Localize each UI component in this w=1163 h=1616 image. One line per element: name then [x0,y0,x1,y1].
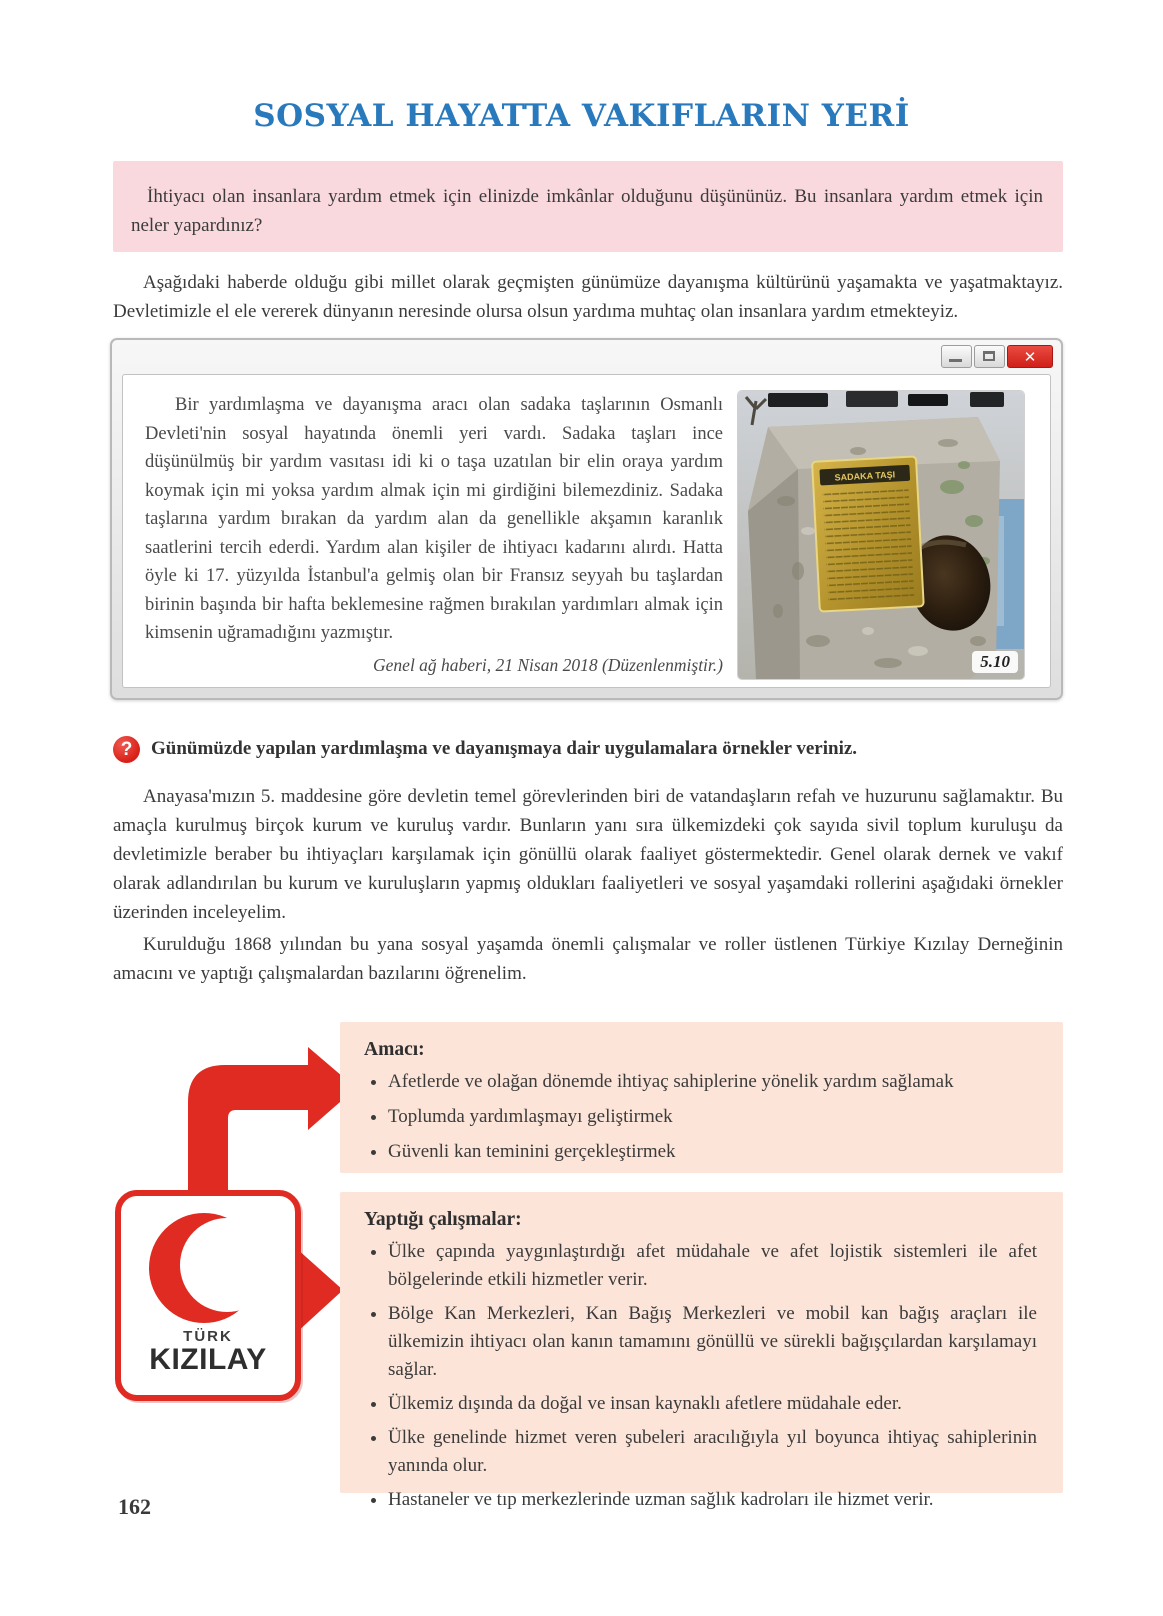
news-citation: Genel ağ haberi, 21 Nisan 2018 (Düzenlenmiştir.) [373,654,723,675]
news-window-content [122,374,1051,688]
logo-line2: KIZILAY [149,1343,267,1376]
amaci-box [340,1022,1063,1173]
intro-question-text: İhtiyacı olan insanlara yardım etmek için elinizde imkânlar olduğunu düşününüz. Bu insanlara yardım etmek için neler yapardınız? [131,186,1043,236]
maximize-icon[interactable] [974,345,1005,368]
sadaka-stone-illustration [738,391,1024,679]
bullet-item: • Hastaneler ve tıp merkezlerinde uzman sağlık kadroları ile hizmet verir. [388,1486,1037,1514]
bullet-item: • Ülke genelinde hizmet veren şubeleri aracılığıyla yıl boyunca ihtiyaç sahiplerinin yanında olur. [388,1424,1037,1480]
amaci-list [364,1068,1037,1166]
calismalar-heading: Yaptığı çalışmalar: [364,1209,522,1230]
maximize-glyph [983,351,995,361]
close-icon[interactable]: ✕ [1007,345,1053,368]
minimize-glyph [949,359,962,362]
activity-question-text: Günümüzde yapılan yardımlaşma ve dayanışmaya dair uygulamalara örnekler veriniz. [151,738,858,759]
activity-question [113,735,1063,763]
crescent-icon [121,1204,295,1334]
bullet-item: • Bölge Kan Merkezleri, Kan Bağış Merkezleri ve mobil kan bağış araçları ile ülkemizin ihtiyacı olan kanın tamamını gönüllü ve sürekli bağışçılardan karşılamayı sağlar. [388,1300,1037,1384]
calismalar-list [364,1238,1037,1514]
question-mark-icon: ? [113,736,140,763]
logo-line1: TÜRK [183,1328,233,1345]
paragraph-anayasa: Anayasa'mızın 5. maddesine göre devletin temel görevlerinden biri de vatandaşların refah ve huzurunu sağlamaktır. Bu amaçla kurulmuş birçok kurum ve kuruluş vardır. Bunların yanı sıra ülkemizdeki çok sayıda sivil toplum kuruluşu da devletimizle beraber bu ihtiyaçları karşılamak için gönüllü olarak faaliyet göstermektedir. Genel olarak dernek ve vakıf olarak adlandırılan bu kurum ve kuruluşların yapmış oldukları faaliyetleri ve sosyal yaşamdaki rollerini aşağıdaki örnekler üzerinden inceleyelim. [113,786,1063,923]
page-title: SOSYAL HAYATTA VAKIFLARIN YERİ [253,98,910,134]
news-article-text: Bir yardımlaşma ve dayanışma aracı olan sadaka taşlarının Osmanlı Devleti'nin sosyal hayatında önemli yeri vardı. Sadaka taşları ince düşünülmüş bir yardım vasıtası idi ki o taşa uzatılan bir elin oraya yardım koymak için mi yoksa yardım almak için mi girdiğini bilemezdiniz. Sadaka taşlarına yardım bırakan da yardım alan da genellikle akşamın karanlık saatlerini tercih ederdi. Yardım alan kişiler de ihtiyacı kadarını alırdı. Hatta öyle ki 17. yüzyılda İstanbul'a gelmiş olan bir Fransız seyyah bu taşlardan birinin başında bir hafta beklemesine rağmen bırakılan yardımları almak için kimsenin uğramadığını yazmıştır. [145,395,723,643]
news-window [110,338,1063,700]
right-arrow-icon [296,1248,343,1333]
intro-question-box [113,161,1063,252]
turk-kizilay-logo [115,1190,301,1401]
bullet-item: • Ülke çapında yaygınlaştırdığı afet müdahale ve afet lojistik sistemleri ile afet bölgelerinde etkili hizmetler verir. [388,1238,1037,1294]
amaci-heading: Amacı: [364,1039,425,1060]
sadaka-stone-photo [738,391,1024,679]
bullet-item: • Afetlerde ve olağan dönemde ihtiyaç sahiplerine yönelik yardım sağlamak [388,1068,1037,1096]
plaque-title-text: SADAKA TAŞI [834,469,896,483]
bullet-item: • Güvenli kan teminini gerçekleştirmek [388,1138,1037,1166]
bullet-item: • Ülkemiz dışında da doğal ve insan kaynaklı afetlere müdahale eder. [388,1390,1037,1418]
paragraph-kizilay: Kurulduğu 1868 yılından bu yana sosyal yaşamda önemli çalışmalar ve roller üstlenen Türkiye Kızılay Derneğinin amacını ve yaptığı çalışmalardan bazılarını öğrenelim. [113,934,1063,984]
minimize-icon[interactable] [941,345,972,368]
calismalar-box [340,1192,1063,1510]
bullet-item: • Toplumda yardımlaşmayı geliştirmek [388,1103,1037,1131]
window-controls [941,345,1053,368]
page-number: 162 [118,1494,151,1519]
elbow-arrow-icon [188,1047,356,1205]
photo-caption: 5.10 [972,651,1018,673]
paragraph-dayanisma: Aşağıdaki haberde olduğu gibi millet olarak geçmişten günümüze dayanışma kültürünü yaşamakta ve yaşatmaktayız. Devletimizle el ele vererek dünyanın neresinde olursa olsun yardıma muhtaç olan insanlara yardım etmekteyiz. [113,272,1063,322]
